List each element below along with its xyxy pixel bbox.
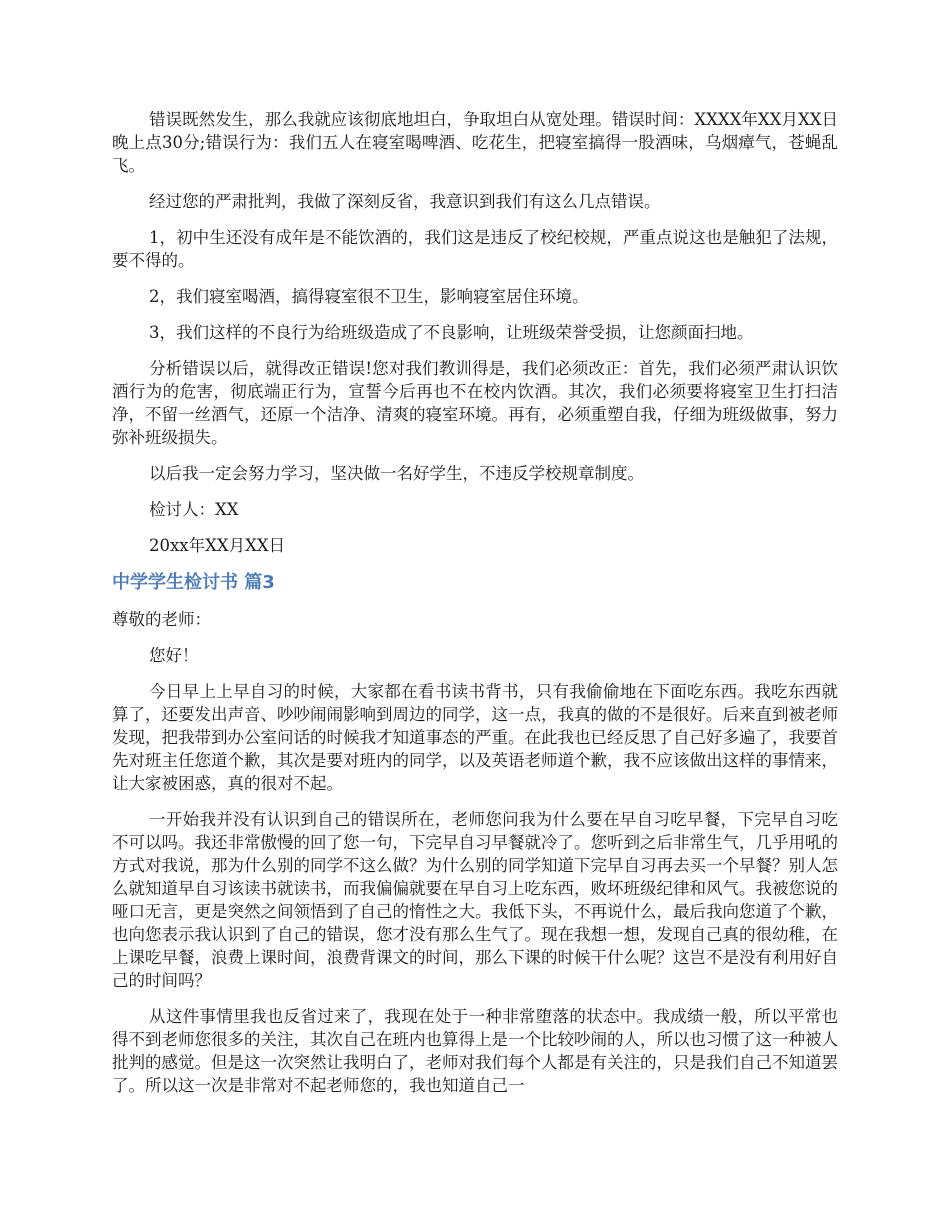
greeting: 您好！ — [149, 646, 199, 665]
paragraph-error-point-1: 1，初中生还没有成年是不能饮酒的，我们这是违反了校纪校规，严重点说这也是触犯了法规，要不得的。 — [112, 228, 838, 270]
paragraph-error-point-3: 3，我们这样的不良行为给班级造成了不良影响，让班级荣誉受损，让您颜面扫地。 — [149, 323, 754, 342]
document-page — [112, 108, 838, 1110]
paragraph-conversation: 一开始我并没有认识到自己的错误所在，老师您问我为什么要在早自习吃早餐，下完早自习吃不可以吗。我还非常傲慢的回了您一句，下完早自习早餐就冷了。您听到之后非常生气，几乎用吼的方式对我说，那为什么别的同学不这么做？为什么别的同学知道下完早自习再去买一个早餐？别人怎么就知道早自习该读书就读书，而我偏偏就要在早自习上吃东西，败坏班级纪律和风气。我被您说的哑口无言，更是突然之间领悟到了自己的惰性之大。我低下头，不再说什么，最后我向您道了个歉，也向您表示我认识到了自己的错误，您才没有那么生气了。现在我想一想，发现自己真的很幼稚，在上课吃早餐，浪费上课时间，浪费背课文的时间，那么下课的时候干什么呢？这岂不是没有利用好自己的时间吗？ — [112, 810, 838, 990]
paragraph-error-confession: 错误既然发生，那么我就应该彻底地坦白，争取坦白从宽处理。错误时间：XXXX年XX月XX日晚上点30分;错误行为：我们五人在寝室喝啤酒、吃花生，把寝室搞得一股酒味，乌烟瘴气，苍蝇乱飞。 — [112, 110, 838, 175]
paragraph-self-reflection: 从这件事情里我也反省过来了，我现在处于一种非常堕落的状态中。我成绩一般，所以平常也得不到老师您很多的关注，其次自己在班内也算得上是一个比较吵闹的人，所以也习惯了这一种被人批判的感觉。但是这一次突然让我明白了，老师对我们每个人都是有关注的，只是我们自己不知道罢了。所以这一次是非常对不起老师您的，我也知道自己一 — [112, 1007, 838, 1095]
signature-line: 检讨人：XX — [149, 500, 239, 519]
section-heading-title: 中学学生检讨书 — [112, 572, 238, 593]
section-heading — [112, 570, 838, 596]
date-line: 20xx年XX月XX日 — [149, 536, 286, 555]
paragraph-promise: 以后我一定会努力学习，坚决做一名好学生，不违反学校规章制度。 — [149, 464, 644, 483]
paragraph-correction-plan: 分析错误以后，就得改正错误!您对我们教训得是，我们必须改正：首先，我们必须严肃认识饮酒行为的危害，彻底端正行为，宣誓今后再也不在校内饮酒。其次，我们必须要将寝室卫生打扫洁净，不留一丝酒气，还原一个洁净、清爽的寝室环境。再有，必须重塑自我，仔细为班级做事，努力弥补班级损失。 — [112, 359, 838, 447]
salutation: 尊敬的老师： — [112, 610, 211, 629]
section-heading-number: 篇3 — [244, 572, 275, 593]
paragraph-incident: 今日早上上早自习的时候，大家都在看书读书背书，只有我偷偷地在下面吃东西。我吃东西就算了，还要发出声音、吵吵闹闹影响到周边的同学，这一点，我真的做的不是很好。后来直到被老师发现，把我带到办公室问话的时候我才知道事态的严重。在此我也已经反思了自己好多遍了，我要首先对班主任您道个歉，其次是要对班内的同学，以及英语老师道个歉，我不应该做出这样的事情来，让大家被困惑，真的很对不起。 — [112, 682, 838, 793]
paragraph-reflection-intro: 经过您的严肃批判，我做了深刻反省，我意识到我们有这么几点错误。 — [149, 192, 661, 211]
paragraph-error-point-2: 2，我们寝室喝酒，搞得寝室很不卫生，影响寝室居住环境。 — [149, 287, 589, 306]
